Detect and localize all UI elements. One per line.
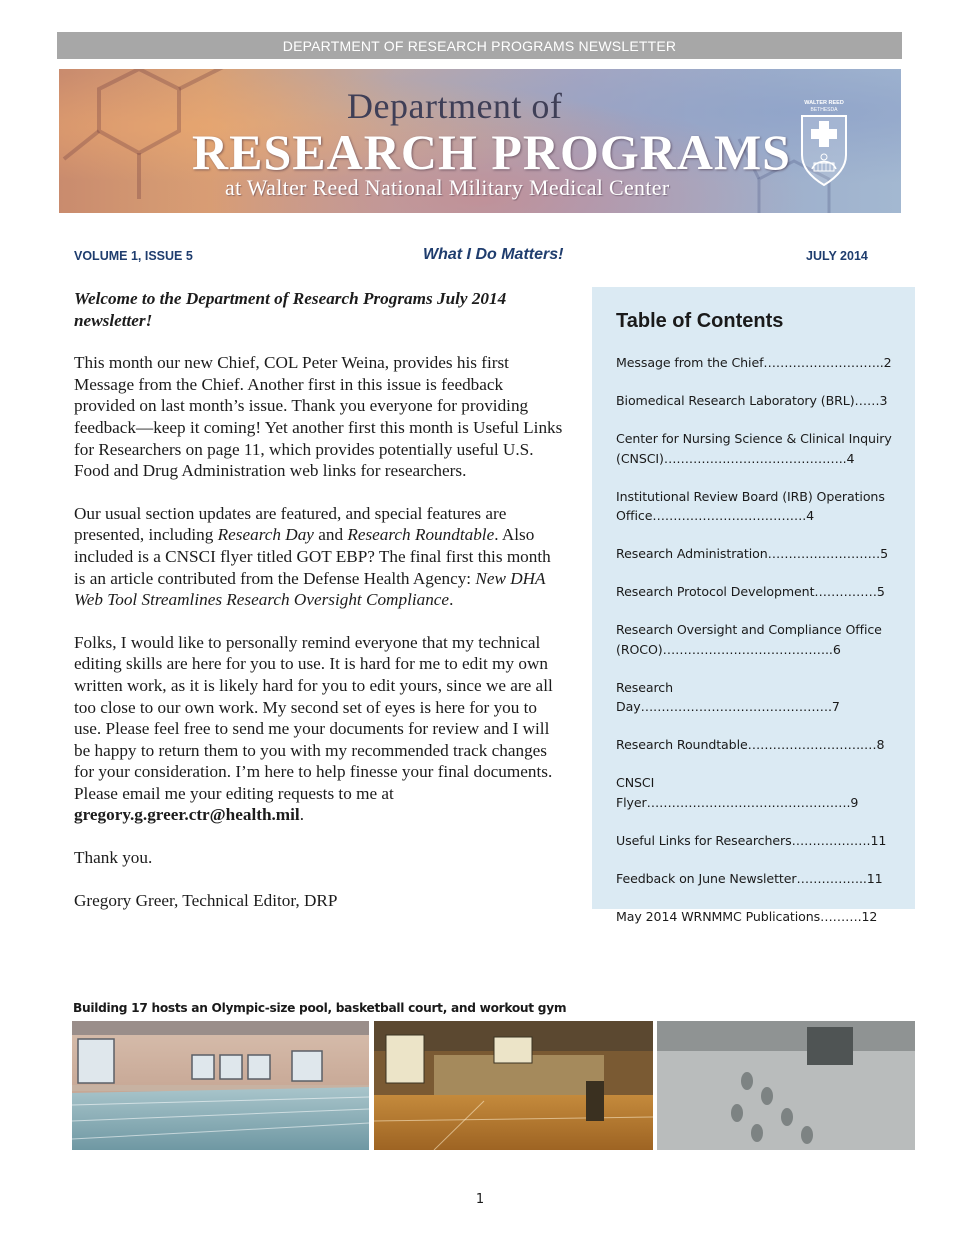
banner-title-line1: Department of (347, 86, 563, 126)
welcome-heading: Welcome to the Department of Research Programs July 2014 newsletter! (74, 289, 507, 330)
research-roundtable-mention: Research Roundtable (347, 525, 495, 545)
research-day-mention: Research Day (217, 525, 314, 545)
toc-item-irb[interactable]: Institutional Review Board (IRB) Operations Office……………………………….4 (616, 488, 885, 523)
toc-list (616, 353, 896, 945)
masthead-banner (59, 69, 901, 213)
toc-item-useful-links[interactable]: Useful Links for Researchers……………….11 (616, 832, 887, 848)
banner-title-line2: RESEARCH PROGRAMS (192, 124, 791, 180)
toc-item-cnsci-flyer[interactable]: CNSCI Flyer………………………………………….9 (616, 775, 859, 810)
closing-thanks: Thank you. (74, 848, 153, 868)
workout-gym-photo (657, 1021, 915, 1150)
newsletter-label-bar (57, 32, 902, 59)
signature: Gregory Greer, Technical Editor, DRP (74, 890, 338, 910)
svg-text:WALTER REED: WALTER REED (804, 100, 844, 106)
toc-item-cnsci[interactable]: Center for Nursing Science & Clinical Inquiry (CNSCI)……………………………………..4 (616, 431, 892, 466)
toc-item-research-roundtable[interactable]: Research Roundtable……………………….…8 (616, 737, 885, 752)
page-number: 1 (475, 1192, 485, 1207)
svg-text:BETHESDA: BETHESDA (810, 107, 838, 113)
toc-item-brl[interactable]: Biomedical Research Laboratory (BRL)……3 (616, 393, 888, 408)
editor-email-link[interactable]: gregory.g.greer.ctr@health.mil (74, 805, 300, 825)
toc-item-research-day[interactable]: Research Day……………………………………….7 (616, 679, 840, 714)
volume-issue: VOLUME 1, ISSUE 5 (74, 249, 193, 263)
paragraph-3-end: . (299, 805, 304, 825)
newsletter-label: DEPARTMENT OF RESEARCH PROGRAMS NEWSLETTER (282, 37, 677, 54)
toc-item-message-from-chief[interactable]: Message from the Chief………………………..2 (616, 355, 892, 370)
welcome-article (74, 288, 564, 932)
dha-article-title: New DHA Web Tool Streamlines Research Oversight Compliance (74, 568, 546, 610)
paragraph-2-text-b: and (313, 525, 348, 545)
table-of-contents (592, 287, 915, 924)
basketball-court-photo (374, 1021, 653, 1150)
toc-item-roco[interactable]: Research Oversight and Compliance Office (ROCO)…………………………………..6 (616, 622, 882, 657)
toc-item-feedback[interactable]: Feedback on June Newsletter……………..11 (616, 870, 883, 886)
article-paragraph-2 (74, 503, 564, 611)
article-paragraph-1: This month our new Chief, COL Peter Weina, provides his first Message from the Chief. Another first in this issue is feedback provided on last month’s issue. Thank you everyone for providing feedback—keep it coming! Yet another first this month is Useful Links for Researchers on page 11, which provides potentially useful U.S. Food and Drug Administration web links for researchers. (74, 353, 563, 481)
issue-date: JULY 2014 (806, 249, 868, 263)
paragraph-2-text-c: . Also included is a CNSCI flyer titled GOT EBP? The final first this month is an article contributed from the Defense Health Agency: (74, 525, 551, 588)
article-paragraph-3 (74, 632, 564, 826)
toc-item-research-administration[interactable]: Research Administration………………………5 (616, 546, 888, 561)
paragraph-2-text-d: . (449, 590, 454, 610)
banner-subtitle: at Walter Reed National Military Medical Center (225, 175, 670, 200)
paragraph-3-text: Folks, I would like to personally remind everyone that my technical editing skills are here for you to use. It is hard for me to edit my own written work, as it is likely hard for you to edit yours, since we are all too close to our own work. My second set of eyes is here for you to use. Please feel free to send me your documents for review and I will be happy to return them to you with my recommended track changes for your consideration. I’m here to help finesse your final documents. Please email me your editing requests to me at (74, 632, 553, 803)
issue-tagline: What I Do Matters! (423, 246, 564, 263)
toc-item-publications[interactable]: May 2014 WRNMMC Publications……….12 (616, 908, 878, 924)
toc-title: Table of Contents (616, 310, 784, 332)
photo-caption: Building 17 hosts an Olympic-size pool, basketball court, and workout gym (73, 1001, 567, 1015)
toc-item-protocol-development[interactable]: Research Protocol Development……………5 (616, 584, 885, 599)
paragraph-2-text-a: Our usual section updates are featured, and special features are presented, including (74, 503, 507, 545)
pool-photo (72, 1021, 369, 1150)
walter-reed-bethesda-logo (796, 97, 852, 187)
